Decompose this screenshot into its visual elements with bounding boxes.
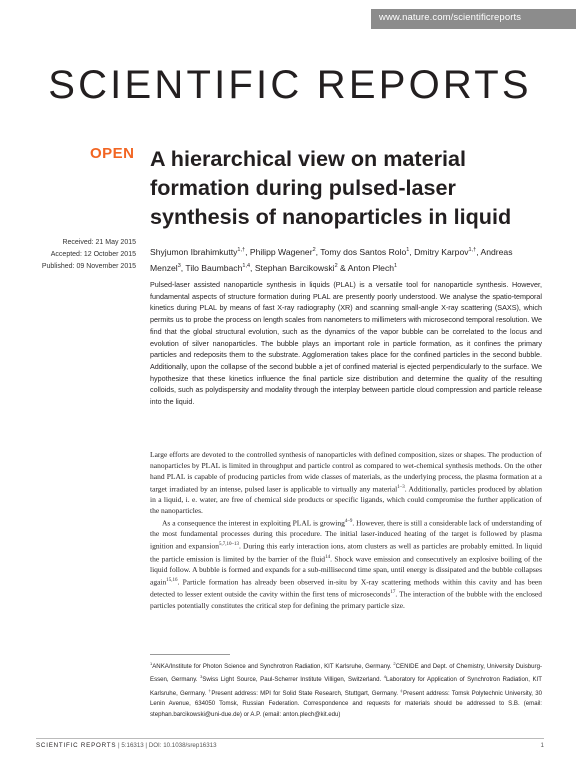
author-affiliation-marker: 2 [334, 262, 338, 269]
author-affiliation-marker: 1 [406, 247, 410, 253]
body-text: Large efforts are devoted to the controlled synthesis of nanoparticles with defined composition, sizes or shapes. The production of nanoparticles by PLAL is limited in throughput and particle control as compared to wet-chemical synthesis methods. On the other hand PLAL is capable of producing particles from wide classes of materials, as the underlying process, the plasma formation at a target irradiated by an intense, pulsed laser is applicable to virtually any material [150, 450, 542, 494]
author-affiliation-marker: 3 [177, 262, 181, 269]
author: , Stephan Barcikowski [250, 262, 335, 273]
received-date: Received: 21 May 2015 [62, 239, 136, 246]
affiliation-marker: 3 [200, 674, 203, 680]
affiliations [150, 659, 542, 720]
author: , Philipp Wagener [245, 246, 313, 257]
footnote-divider [150, 654, 230, 655]
author-affiliation-marker: 2 [312, 247, 316, 253]
affiliation-text: Present address: MPI for Solid State Research, Stuttgart, Germany. [211, 689, 401, 697]
journal-url[interactable]: www.nature.com/scientificreports [379, 12, 522, 23]
abstract: Pulsed-laser assisted nanoparticle synthesis in liquids (PLAL) is a versatile tool for nanoparticle synthesis. However, fundamental aspects of structure formation during PLAL are presently poorly understood. We analyse the spatio-temporal kinetics during PLAL by means of fast X-ray radiography (XR) and scanning small-angle X-ray scattering (SAXS), which permits us to probe the process on length scales from nanometers to millimeters with microsecond temporal resolution. We find that the global structural evolution, such as the dynamics of the vapor bubble can be correlated to the locus and evolution of silver nanoparticles. The bubble plays an important role in particle formation, as it confines the primary particles and redeposits them to the substrate. Agglomeration takes place for the confined particles in the second bubble. Additionally, upon the collapse of the second bubble a jet of confined material is ejected perpendicularly to the surface. We hypothesize that these kinetics influence the final particle size distribution and determine the quality of the resulting colloids, such as polydispersity and modality through the interplay between particle cloud compression and particle release into the liquid. [150, 280, 542, 407]
author: , Tomy dos Santos Rolo [315, 246, 407, 257]
journal-masthead: SCIENTIFIC REPORTS [48, 63, 532, 107]
author-affiliation-marker: 1,† [237, 247, 246, 253]
author: & Anton Plech [337, 262, 395, 273]
citation-ref[interactable]: 15,16 [166, 577, 178, 583]
body-text: . Additionally, particles produced by ablation in a liquid, i. e. water, are free of chemical side products or specific ligands, which could compromise the further application of the nanoparticles. [150, 484, 542, 516]
author: , Dmitry Karpov [409, 246, 469, 257]
author-affiliation-marker: 1 [394, 262, 398, 269]
author-list [150, 243, 542, 275]
affiliation-text: Laboratory for Application of Synchrotron Radiation, KIT Karlsruhe, Germany. [150, 676, 542, 697]
body-text: . Particle formation has already been observed in-situ by X-ray scattering methods within this cavity and has been detected to lesser extent outside the cavity within the first tens of microseconds [150, 577, 542, 599]
body-text: . However, there is still a considerable lack of understanding of the most fundamental processes during this procedure. The initial laser-induced heating of the target is followed by plasma ignition and expansion [150, 518, 543, 551]
published-date: Published: 09 November 2015 [41, 263, 136, 270]
footer-citation: | 5:16313 | DOI: 10.1038/srep16313 [116, 742, 217, 749]
body-text: . Shock wave emission and consecutively an explosive boiling of the liquid follow. A bubble is formed and expands for a sub-millisecond time span, until energy is dissipated and the bubble collapses again [150, 554, 542, 587]
affiliation-text: ANKA/Institute for Photon Science and Synchrotron Radiation, KIT Karlsruhe, Germany. [152, 663, 394, 671]
citation-ref[interactable]: 1–3 [397, 484, 405, 490]
page-footer [36, 738, 544, 749]
article-title: A hierarchical view on material formation during pulsed-laser synthesis of nanoparticles in liquid [150, 146, 512, 229]
affiliation-text: Present address: Tomsk Polytechnic University, 30 Lenin Avenue, 634050 Tomsk, Russian Federation. Correspondence and requests for materials should be addressed to S.B. (email: stephan.barcikowski@uni-due.de) or A.P. (email: anton.plech@kit.edu) [150, 689, 542, 718]
author-affiliation-marker: 1,† [468, 247, 477, 253]
author-affiliation-marker: 1,4 [242, 262, 251, 269]
body-text: . During this early interaction ions, atom clusters as well as particles are probably emitted. In liquid the particle emission is limited by the barrier of the fluid [150, 541, 542, 564]
citation-ref[interactable]: 17 [390, 590, 396, 596]
body-text: . The interaction of the bubble with the enclosed particles potentially constitutes the critical step for defining the primary particle size. [150, 589, 542, 610]
affiliation-text: CENIDE and Dept. of Chemistry, University Duisburg-Essen, Germany. [150, 663, 542, 684]
affiliation-marker: 4 [383, 674, 387, 680]
citation-ref[interactable]: 5,7,10–13 [218, 542, 239, 548]
affiliation-marker: 2 [393, 661, 396, 666]
accepted-date: Accepted: 12 October 2015 [50, 251, 136, 258]
page-number: 1 [540, 742, 544, 749]
body-text: As a consequence the interest in exploiting PLAL is growing [162, 518, 345, 528]
article-body [150, 450, 542, 612]
footer-journal-name: SCIENTIFIC REPORTS [36, 742, 117, 749]
citation-ref[interactable]: 14 [325, 554, 331, 560]
author: , Tilo Baumbach [180, 262, 243, 273]
author: , Andreas Menzel [150, 246, 513, 273]
journal-url-bar[interactable] [371, 9, 576, 29]
article-dates [34, 237, 136, 273]
citation-ref[interactable]: 4–9 [344, 518, 353, 524]
body-paragraph [150, 450, 542, 517]
affiliation-text: Swiss Light Source, Paul-Scherrer Institute Villigen, Switzerland. [202, 676, 384, 684]
open-access-label: OPEN [90, 145, 135, 162]
author: Shyjumon Ibrahimkutty [150, 246, 238, 257]
affiliation-marker: ‡ [400, 687, 404, 693]
body-paragraph [150, 517, 542, 612]
affiliation-marker: 1 [150, 661, 153, 666]
affiliation-marker: † [208, 687, 212, 693]
